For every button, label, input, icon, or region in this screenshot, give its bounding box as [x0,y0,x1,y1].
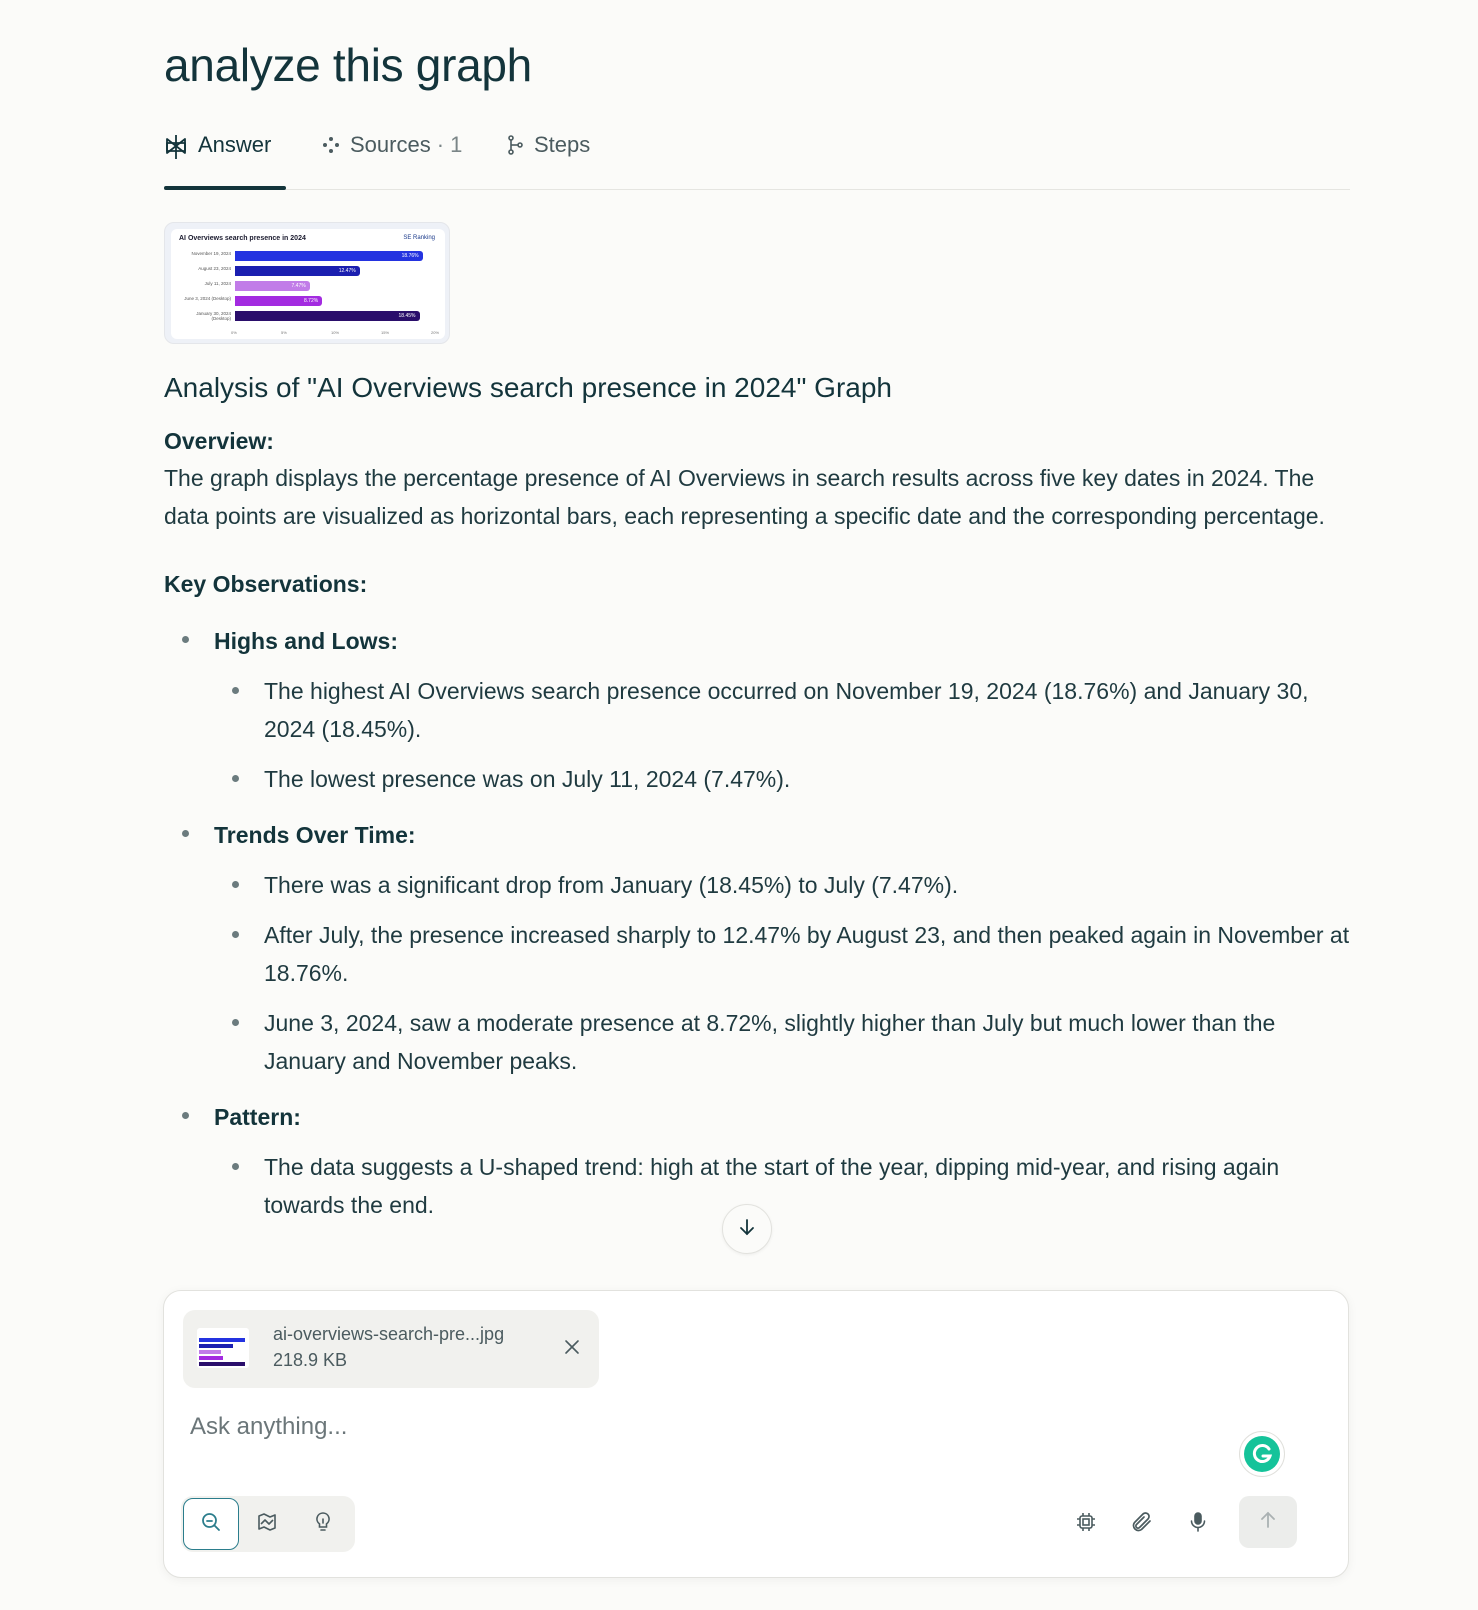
grammarly-icon [1244,1436,1280,1472]
thumbnail-bar [235,296,322,306]
thumbnail-chart [171,229,445,339]
remove-attachment-button[interactable] [559,1336,585,1362]
reasoning-mode-button[interactable] [295,1498,351,1550]
thumbnail-bar-value: 8.72% [304,298,319,304]
thumbnail-axis-tick: 10% [331,330,340,335]
microphone-icon [1186,1510,1210,1539]
arrow-up-icon [1258,1510,1278,1535]
observations-list [164,622,1354,1224]
list-item: The lowest presence was on July 11, 2024 (7.47%). [214,760,1354,798]
tab-sources-label: Sources [350,132,431,157]
answer-content [164,372,1354,1242]
key-observations-heading: Key Observations: [164,571,368,597]
steps-icon [506,132,524,162]
send-button[interactable] [1239,1496,1297,1548]
paperclip-icon [1130,1510,1154,1539]
section-heading: Highs and Lows: [214,628,398,654]
model-select-button[interactable] [1062,1500,1110,1548]
observation-section [164,1098,1354,1224]
thumbnail-bar [235,281,310,291]
thumbnail-bar [235,311,420,321]
attachment-filename: ai-overviews-search-pre...jpg [273,1324,505,1344]
search-mode-group [181,1496,355,1552]
perplexity-logo-icon [164,132,188,166]
tab-steps-label: Steps [534,132,591,157]
search-mode-button[interactable] [183,1498,239,1550]
thumbnail-bar [235,266,360,276]
thumbnail-axis-tick: 20% [431,330,440,335]
sources-count: · 1 [436,132,463,157]
overview-heading: Overview: [164,428,274,454]
section-heading: Trends Over Time: [214,822,416,848]
observation-section [164,816,1354,1080]
list-item: June 3, 2024, saw a moderate presence at 8.72%, slightly higher than July but much lower than the January and November peaks. [214,1004,1354,1080]
tab-sources[interactable] [322,128,462,190]
thumbnail-bar-value: 12.47% [338,268,356,274]
attachment-thumbnail [197,1328,249,1368]
thumbnail-axis-tick: 5% [281,330,287,335]
list-item: The highest AI Overviews search presence occurred on November 19, 2024 (18.76%) and January 30, 2024 (18.45%). [214,672,1354,748]
thumbnail-bar-label: July 11, 2024 [204,281,231,286]
ask-input[interactable] [190,1409,1190,1445]
observation-section [164,622,1354,798]
lightbulb-icon [311,1510,335,1539]
list-item: There was a significant drop from January (18.45%) to July (7.47%). [214,866,1354,904]
thumbnail-bar-value: 18.45% [398,313,416,319]
thumbnail-brand-logo: SE Ranking [403,235,435,241]
tab-steps[interactable] [506,128,590,190]
thumbnail-bar-value: 7.47% [291,283,306,289]
overview-paragraph: The graph displays the percentage presence of AI Overviews in search results across five key dates in 2024. The data points are visualized as horizontal bars, each representing a specific date and the corresponding percentage. [164,465,1325,529]
thumbnail-bar-value: 18.76% [401,253,419,259]
grammarly-button[interactable] [1239,1431,1285,1477]
attach-file-button[interactable] [1118,1500,1166,1548]
research-mode-button[interactable] [239,1498,295,1550]
attached-image-thumbnail[interactable] [164,222,450,344]
answer-heading: Analysis of "AI Overviews search presence in 2024" Graph [164,372,892,403]
active-tab-indicator [164,186,286,190]
chip-icon [1074,1510,1098,1539]
search-icon [199,1510,223,1539]
thumbnail-bar-label: November 19, 2024 [191,251,231,256]
thumbnail-chart-title: AI Overviews search presence in 2024 [179,235,306,242]
thumbnail-bar-label: January 30, 2024 (Desktop) [196,311,231,321]
thumbnail-axis-tick: 0% [231,330,237,335]
result-tabs [164,128,1350,190]
thumbnail-bar [235,251,423,261]
close-icon [564,1339,580,1360]
thumbnail-bar-label: August 23, 2024 [198,266,231,271]
attachment-size: 218.9 KB [273,1350,348,1370]
research-icon [255,1510,279,1539]
list-item: The data suggests a U-shaped trend: high at the start of the year, dipping mid-year, and rising again towards the end. [214,1148,1354,1224]
scroll-to-bottom-button[interactable] [722,1204,772,1254]
arrow-down-icon [737,1217,757,1242]
sources-icon [322,132,340,162]
list-item: After July, the presence increased sharply to 12.47% by August 23, and then peaked again in November at 18.76%. [214,916,1354,992]
attachment-chip [183,1310,599,1388]
composer [163,1290,1349,1578]
voice-input-button[interactable] [1174,1500,1222,1548]
section-heading: Pattern: [214,1104,301,1130]
thumbnail-bar-label: June 3, 2024 (Desktop) [184,296,231,301]
tab-answer-label: Answer [198,132,272,157]
page-title: analyze this graph [164,39,532,91]
tab-answer[interactable] [164,128,286,190]
thumbnail-axis-tick: 15% [381,330,390,335]
